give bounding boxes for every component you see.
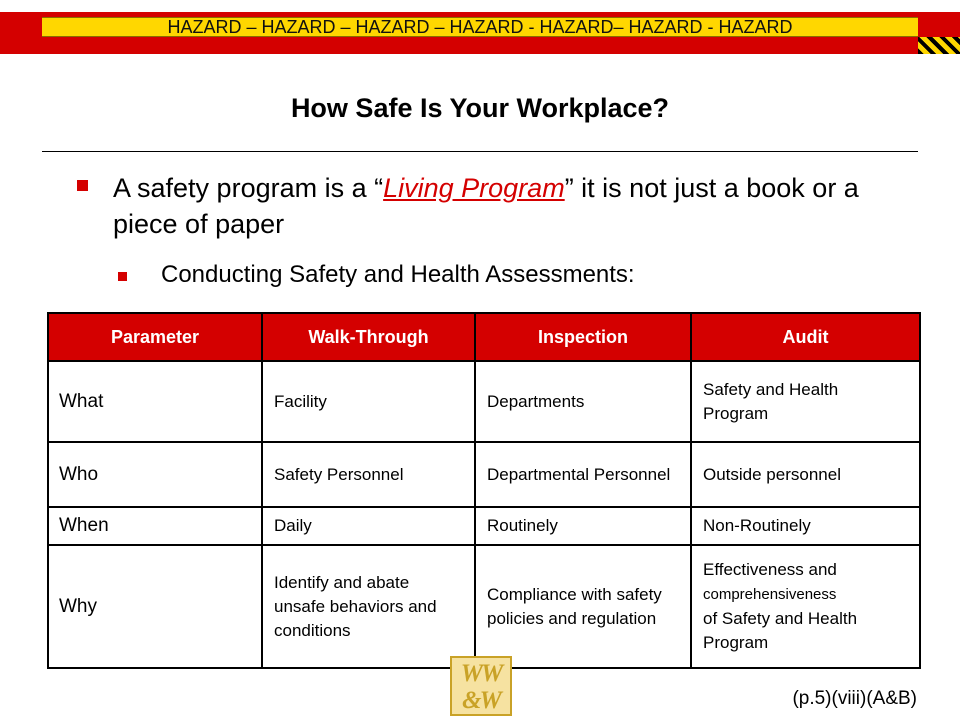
- hazard-stripes-graphic: [918, 37, 960, 54]
- table-cell-parameter: Why: [48, 545, 262, 668]
- table-cell-parameter: What: [48, 361, 262, 442]
- logo-line-2: &W: [462, 687, 500, 714]
- header-audit: Audit: [691, 313, 920, 361]
- table-cell: Departments: [475, 361, 691, 442]
- table-cell-audit-why: [691, 545, 920, 668]
- living-program-link[interactable]: Living Program: [383, 173, 565, 203]
- why-audit-part-3: of Safety and Health Program: [703, 609, 858, 652]
- table-row: [48, 545, 920, 668]
- title-divider: [42, 151, 918, 152]
- table-cell: Facility: [262, 361, 475, 442]
- table-cell: Routinely: [475, 507, 691, 545]
- why-audit-part-2: comprehensiveness: [703, 586, 837, 603]
- table-row: [48, 361, 920, 442]
- bullet-square-icon: [77, 180, 88, 191]
- header-parameter: Parameter: [48, 313, 262, 361]
- bullet-1-suffix: ” it is not just a book or a piece of paper: [113, 173, 859, 239]
- sub-bullet-square-icon: [118, 272, 127, 281]
- slide-title: How Safe Is Your Workplace?: [290, 93, 670, 123]
- table-row: [48, 442, 920, 507]
- assessment-table: [47, 312, 921, 669]
- bullet-1-prefix: A safety program is a “: [113, 173, 384, 203]
- table-header-row: [48, 313, 920, 361]
- table-row: [48, 507, 920, 545]
- table-cell: Compliance with safety policies and regulation: [475, 545, 691, 668]
- bullet-1-text: [113, 170, 903, 242]
- table-cell: Safety Personnel: [262, 442, 475, 507]
- logo-line-1: WW: [460, 660, 502, 687]
- header-walk-through: Walk-Through: [262, 313, 475, 361]
- table-cell-parameter: Who: [48, 442, 262, 507]
- wwandw-logo: [450, 656, 512, 716]
- table-cell: Daily: [262, 507, 475, 545]
- table-cell: Departmental Personnel: [475, 442, 691, 507]
- why-audit-part-1: Effectiveness and: [703, 560, 837, 579]
- hazard-banner-text: HAZARD – HAZARD – HAZARD – HAZARD - HAZARD– HAZARD - HAZARD: [42, 17, 918, 37]
- table-cell: Safety and Health Program: [691, 361, 920, 442]
- table-cell: Identify and abate unsafe behaviors and conditions: [262, 545, 475, 668]
- table-cell: Non-Routinely: [691, 507, 920, 545]
- table-cell: Outside personnel: [691, 442, 920, 507]
- bullet-2-text: Conducting Safety and Health Assessments:: [161, 261, 635, 288]
- table-cell-parameter: When: [48, 507, 262, 545]
- page-reference: (p.5)(viii)(A&B): [792, 688, 917, 709]
- header-inspection: Inspection: [475, 313, 691, 361]
